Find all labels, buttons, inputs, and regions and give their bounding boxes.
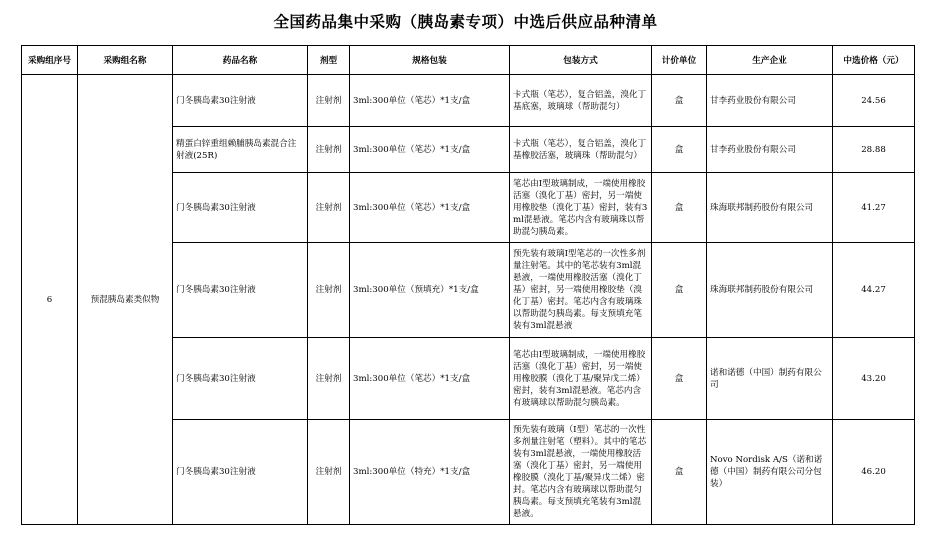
drug-name-cell: 门冬胰岛素30注射液 <box>173 173 308 243</box>
packaging-cell: 预先装有玻璃Ⅰ型笔芯的一次性多剂量注射笔。其中的笔芯装有3ml混悬液，一端使用橡胶活塞（溴化丁基）密封，另一端使用橡胶垫（溴化丁基）密封。笔芯内含有玻璃珠以帮助混匀胰岛素。每支预填充笔装有3ml混悬液 <box>510 243 652 338</box>
manufacturer-cell: 诺和诺德（中国）制药有限公司 <box>707 338 833 420</box>
header-manufacturer: 生产企业 <box>707 46 833 75</box>
price-cell: 43.20 <box>833 338 915 420</box>
unit-cell: 盒 <box>652 243 707 338</box>
spec-cell: 3ml:300单位（笔芯）*1支/盒 <box>350 75 510 127</box>
spec-cell: 3ml:300单位（笔芯）*1支/盒 <box>350 338 510 420</box>
manufacturer-cell: 甘李药业股份有限公司 <box>707 75 833 127</box>
header-spec: 规格包装 <box>350 46 510 75</box>
document-title: 全国药品集中采购（胰岛素专项）中选后供应品种清单 <box>273 13 658 31</box>
spec-cell: 3ml:300单位（笔芯）*1支/盒 <box>350 127 510 173</box>
header-row <box>22 46 915 75</box>
dosage-form-cell: 注射剂 <box>308 243 350 338</box>
manufacturer-cell: Novo Nordisk A/S（诺和诺德（中国）制药有限公司分包装） <box>707 420 833 525</box>
group-no-cell: 6 <box>22 75 78 525</box>
supply-list-table <box>21 45 915 525</box>
price-cell: 46.20 <box>833 420 915 525</box>
price-cell: 24.56 <box>833 75 915 127</box>
header-group-name: 采购组名称 <box>78 46 173 75</box>
manufacturer-cell: 珠海联邦制药股份有限公司 <box>707 243 833 338</box>
table-row <box>22 75 915 127</box>
packaging-cell: 预先装有玻璃（Ⅰ型）笔芯的一次性多剂量注射笔（塑料）。其中的笔芯装有3ml混悬液，一端使用橡胶活塞（溴化丁基）密封，另一端使用橡胶膜（溴化丁基/聚异戊二烯）密封。笔芯内含有玻璃球以帮助混匀胰岛素。每支预填充笔装有3ml混悬液。 <box>510 420 652 525</box>
drug-name-cell: 精蛋白锌重组赖脯胰岛素混合注射液(25R) <box>173 127 308 173</box>
unit-cell: 盒 <box>652 338 707 420</box>
drug-name-cell: 门冬胰岛素30注射液 <box>173 420 308 525</box>
price-cell: 28.88 <box>833 127 915 173</box>
header-group-no: 采购组序号 <box>22 46 78 75</box>
header-price: 中选价格（元） <box>833 46 915 75</box>
spec-cell: 3ml:300单位（预填充）*1支/盒 <box>350 243 510 338</box>
dosage-form-cell: 注射剂 <box>308 75 350 127</box>
header-unit: 计价单位 <box>652 46 707 75</box>
drug-name-cell: 门冬胰岛素30注射液 <box>173 338 308 420</box>
unit-cell: 盒 <box>652 127 707 173</box>
unit-cell: 盒 <box>652 420 707 525</box>
packaging-cell: 笔芯由Ⅰ型玻璃制成，一端使用橡胶活塞（溴化丁基）密封，另一端使用橡胶膜（溴化丁基/聚异戊二烯）密封，装有3ml混悬液。笔芯内含有玻璃球以帮助混匀胰岛素。 <box>510 338 652 420</box>
packaging-cell: 卡式瓶（笔芯），复合铝盖，溴化丁基橡胶活塞，玻璃珠（帮助混匀） <box>510 127 652 173</box>
dosage-form-cell: 注射剂 <box>308 127 350 173</box>
manufacturer-cell: 珠海联邦制药股份有限公司 <box>707 173 833 243</box>
manufacturer-cell: 甘李药业股份有限公司 <box>707 127 833 173</box>
header-dosage-form: 剂型 <box>308 46 350 75</box>
drug-name-cell: 门冬胰岛素30注射液 <box>173 75 308 127</box>
price-cell: 44.27 <box>833 243 915 338</box>
price-cell: 41.27 <box>833 173 915 243</box>
dosage-form-cell: 注射剂 <box>308 173 350 243</box>
header-packaging: 包装方式 <box>510 46 652 75</box>
packaging-cell: 卡式瓶（笔芯），复合铝盖，溴化丁基底塞，玻璃球（帮助混匀） <box>510 75 652 127</box>
spec-cell: 3ml:300单位（特充）*1支/盒 <box>350 420 510 525</box>
drug-name-cell: 门冬胰岛素30注射液 <box>173 243 308 338</box>
header-drug-name: 药品名称 <box>173 46 308 75</box>
dosage-form-cell: 注射剂 <box>308 420 350 525</box>
packaging-cell: 笔芯由Ⅰ型玻璃制成，一端使用橡胶活塞（溴化丁基）密封，另一端使用橡胶垫（溴化丁基）密封，装有3ml混悬液。笔芯内含有玻璃珠以帮助混匀胰岛素。 <box>510 173 652 243</box>
spec-cell: 3ml:300单位（笔芯）*1支/盒 <box>350 173 510 243</box>
dosage-form-cell: 注射剂 <box>308 338 350 420</box>
unit-cell: 盒 <box>652 173 707 243</box>
group-name-cell: 预混胰岛素类似物 <box>78 75 173 525</box>
unit-cell: 盒 <box>652 75 707 127</box>
